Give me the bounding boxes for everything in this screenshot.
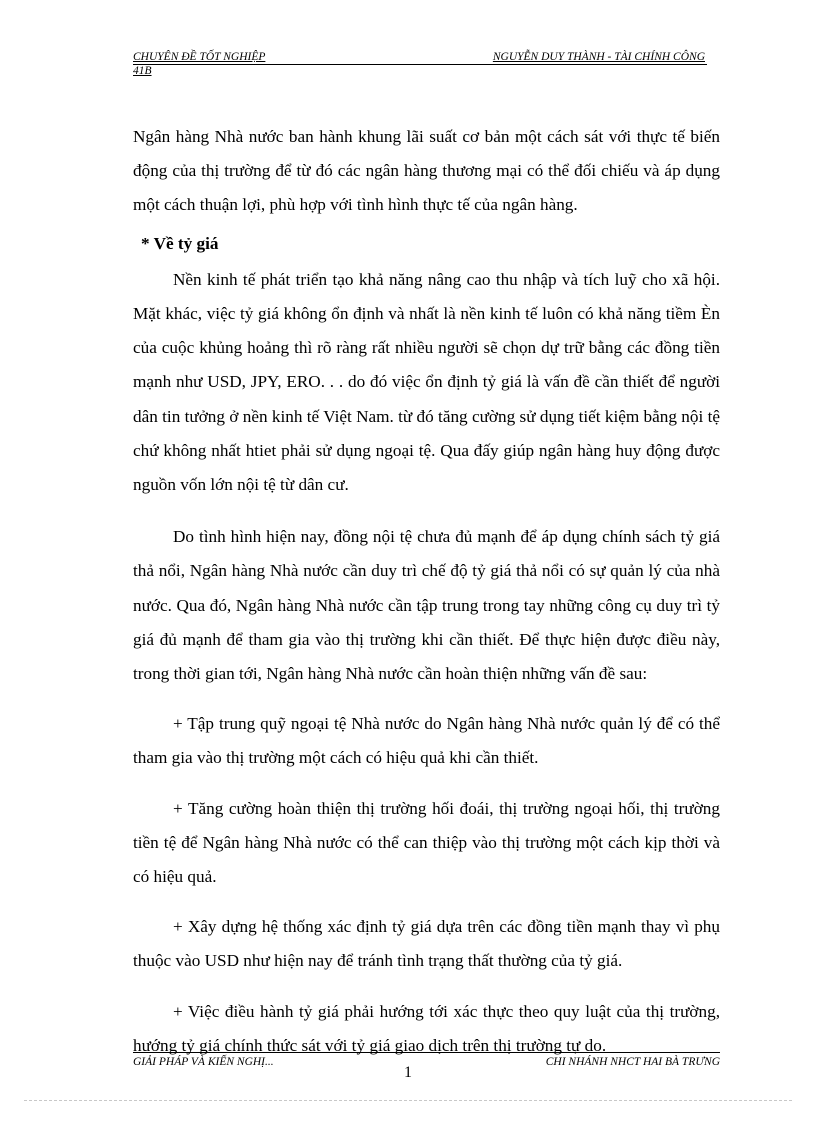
list-item-rate-management: + Việc điều hành tỷ giá phải hướng tới xác thực theo quy luật của thị trường, hướng tỷ giá chính thức sát với tỷ giá giao dịch trên thị trường tự do. [133, 1001, 720, 1055]
header-left-title: CHUYÊN ĐỀ TỐT NGHIỆP [133, 51, 266, 63]
header-rule [133, 64, 707, 65]
paragraph-intro: Ngân hàng Nhà nước ban hành khung lãi suất cơ bản một cách sát với thực tế biến động của thị trường để từ đó các ngân hàng thương mại có thể đối chiếu và áp dụng một cách thuận lợi, phù hợp với tình hình thực tế của ngân hàng. [133, 127, 720, 215]
page-number: 1 [404, 1064, 412, 1081]
document-body [133, 120, 720, 1063]
list-item-foreign-reserve: + Tập trung quỹ ngoại tệ Nhà nước do Ngân hàng Nhà nước quản lý để có thể tham gia vào thị trường một cách có hiệu quả khi cần thiết. [133, 714, 720, 768]
footer-left-section: GIẢI PHÁP VÀ KIẾN NGHỊ... [133, 1056, 274, 1068]
header-continuation: 41B [133, 65, 152, 77]
section-heading-exchange-rate: * Về tỷ giá [141, 233, 219, 253]
paragraph-economy: Nền kinh tế phát triển tạo khả năng nâng cao thu nhập và tích luỹ cho xã hội. Mặt khác, việc tỷ giá không ổn định và nhất là nền kinh tế luôn có khả năng tiềm Èn của cuộc khủng hoảng thì rõ ràng rất nhiều người sẽ chọn dự trữ bằng các đồng tiền mạnh như USD, JPY, ERO. . . do đó việc ổn định tỷ giá là vấn đề cần thiết để người dân tin tưởng ở nền kinh tế Việt Nam. từ đó tăng cường sử dụng tiết kiệm bằng nội tệ chứ không nhất htiet phải sử dụng ngoại tệ. Qua đấy giúp ngân hàng huy động được nguồn vốn lớn nội tệ từ dân cư. [133, 269, 720, 495]
header-right-author: NGUYỄN DUY THÀNH - TÀI CHÍNH CÔNG [492, 51, 705, 63]
footer-right-branch: CHI NHÁNH NHCT HAI BÀ TRƯNG [545, 1056, 720, 1068]
footer-rule [133, 1052, 720, 1053]
list-item-strong-currencies: + Xây dựng hệ thống xác định tỷ giá dựa trên các đồng tiền mạnh thay vì phụ thuộc vào USD như hiện nay để tránh tình trạng thất thường của tỷ giá. [133, 917, 720, 971]
page-header [133, 50, 707, 78]
paragraph-current-situation: Do tình hình hiện nay, đồng nội tệ chưa đủ mạnh để áp dụng chính sách tỷ giá thả nổi, Ngân hàng Nhà nước cần duy trì chế độ tỷ giá thả nổi có sự quản lý của nhà nước. Qua đó, Ngân hàng Nhà nước cần tập trung trong tay những công cụ duy trì tỷ giá đủ mạnh để tham gia vào thị trường khi cần thiết. Để thực hiện được điều này, trong thời gian tới, Ngân hàng Nhà nước cần hoàn thiện những vấn đề sau: [133, 527, 720, 684]
page-bottom-divider [24, 1100, 792, 1101]
list-item-market-improvement: + Tăng cường hoàn thiện thị trường hối đoái, thị trường ngoại hối, thị trường tiền tệ để Ngân hàng Nhà nước có thể can thiệp vào thị trường một cách kịp thời và có hiệu quả. [133, 798, 720, 887]
